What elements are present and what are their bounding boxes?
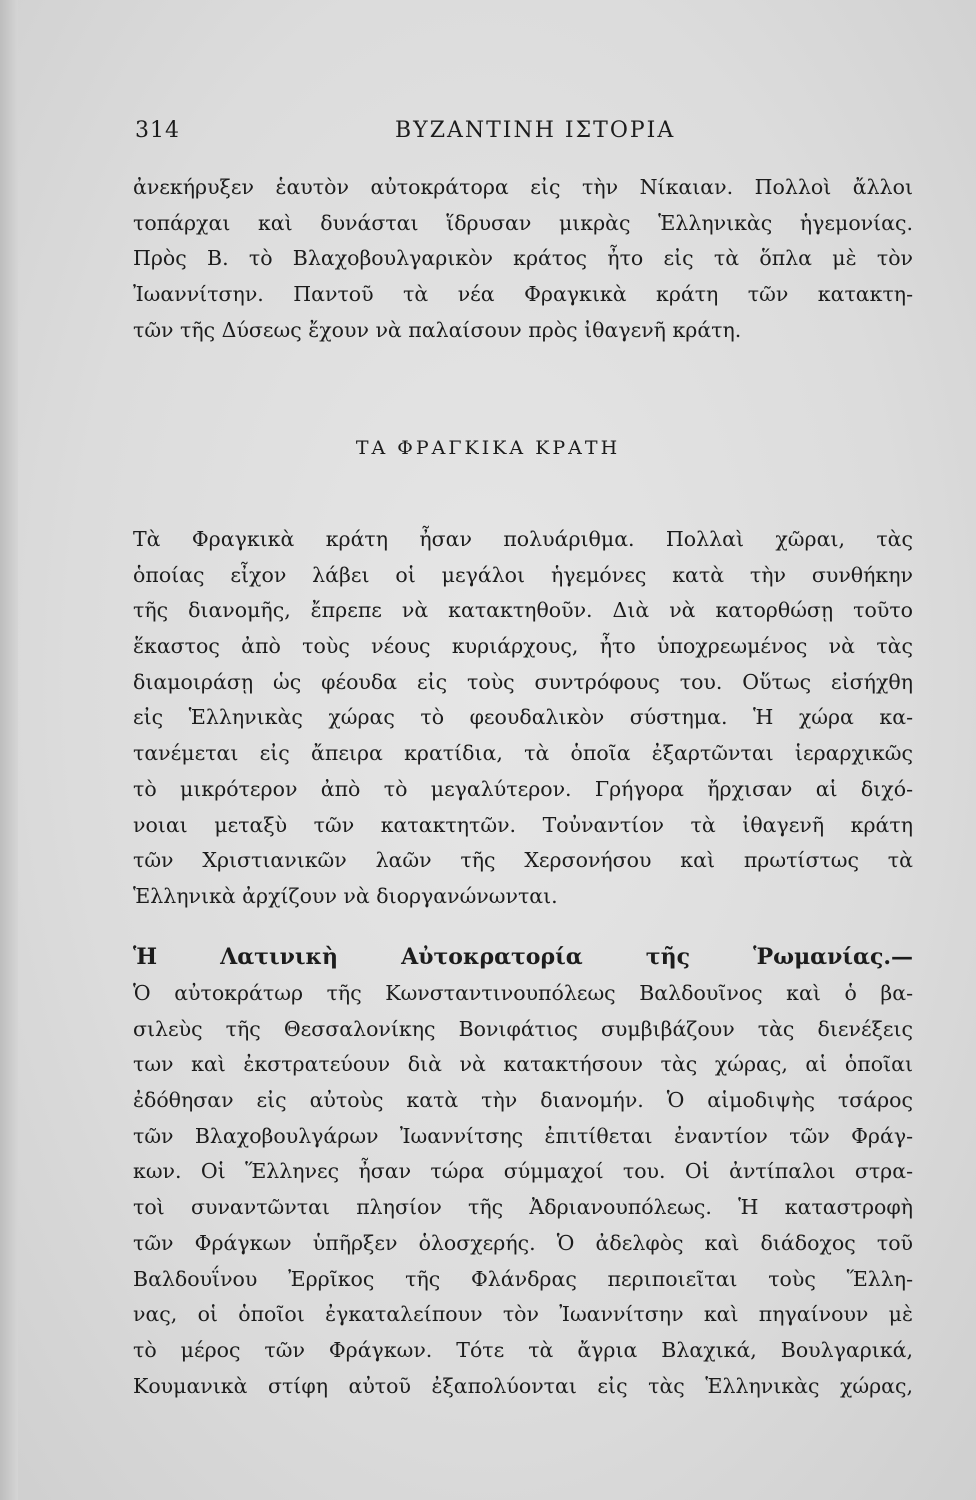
subsection-title: Ἡ Λατινικὴ Αὐτοκρατορία τῆς Ῥωμανίας.— [133,944,913,970]
subsection-block [133,940,913,976]
paragraph-1 [133,170,913,348]
text-line: Βαλδουΐνου Ἐρρῖκος τῆς Φλάνδρας περιποιεῖται τοὺς Ἕλλη- [133,1266,913,1291]
paragraph-3 [133,976,913,1404]
text-line: διαμοιράσῃ ὡς φέουδα εἰς τοὺς συντρόφους του. Οὕτως εἰσήχθη [133,669,913,694]
text-line: σιλεὺς τῆς Θεσσαλονίκης Βονιφάτιος συμβιβάζουν τὰς διενέξεις [133,1016,913,1041]
running-title: ΒΥΖΑΝΤΙΝΗ ΙΣΤΟΡΙΑ [395,118,676,143]
page-header [135,118,915,148]
text-line: Ὁ αὐτοκράτωρ τῆς Κωνσταντινουπόλεως Βαλδουῖνος καὶ ὁ βα- [133,981,913,1005]
text-line: τῶν Χριστιανικῶν λαῶν τῆς Χερσονήσου καὶ πρωτίστως τὰ [133,848,913,873]
text-line: τὸ μικρότερον ἀπὸ τὸ μεγαλύτερον. Γρήγορα ἤρχισαν αἱ διχό- [133,776,913,801]
text-line: των καὶ ἐκστρατεύουν διὰ νὰ κατακτήσουν τὰς χώρας, αἱ ὁποῖαι [133,1052,913,1077]
text-line: τῶν Φράγκων ὑπῆρξεν ὁλοσχερής. Ὁ ἀδελφὸς καὶ διάδοχος τοῦ [133,1230,913,1255]
text-line: ὁποίας εἶχον λάβει οἱ μεγάλοι ἡγεμόνες κατὰ τὴν συνθήκην [133,562,913,587]
text-line: τοπάρχαι καὶ δυνάσται ἵδρυσαν μικρὰς Ἑλληνικὰς ἡγεμονίας. [133,210,913,235]
text-line: νοιαι μεταξὺ τῶν κατακτητῶν. Τοὐναντίον τὰ ἰθαγενῆ κράτη [133,812,913,837]
text-line: ἕκαστος ἀπὸ τοὺς νέους κυριάρχους, ἦτο ὑποχρεωμένος νὰ τὰς [133,634,913,659]
text-line: τὸ μέρος τῶν Φράγκων. Τότε τὰ ἄγρια Βλαχικά, Βουλγαρικά, [133,1337,913,1362]
text-line: Πρὸς Β. τὸ Βλαχοβουλγαρικὸν κράτος ἦτο εἰς τὰ ὅπλα μὲ τὸν [133,246,913,271]
text-line: Κουμανικὰ στίφη αὐτοῦ ἐξαπολύονται εἰς τὰς Ἑλληνικὰς χώρας, [133,1373,913,1398]
paragraph-2 [133,522,913,915]
text-line: τῶν τῆς Δύσεως ἔχουν νὰ παλαίσουν πρὸς ἰθαγενῆ κράτη. [133,317,742,342]
text-line: νας, οἱ ὁποῖοι ἐγκαταλείπουν τὸν Ἰωαννίτσην καὶ πηγαίνουν μὲ [133,1302,913,1327]
text-line: Τὰ Φραγκικὰ κράτη ἦσαν πολυάριθμα. Πολλαὶ χῶραι, τὰς [133,527,913,551]
text-line: τῶν Βλαχοβουλγάρων Ἰωαννίτσης ἐπιτίθεται ἐναντίον τῶν Φράγ- [133,1123,913,1148]
text-line: Ἰωαννίτσην. Παντοῦ τὰ νέα Φραγκικὰ κράτη τῶν κατακτη- [133,282,913,307]
text-line: Ἑλληνικὰ ἀρχίζουν νὰ διοργανώνωνται. [133,883,558,908]
text-line: τοὶ συναντῶνται πλησίον τῆς Ἀδριανουπόλεως. Ἡ καταστροφὴ [133,1195,913,1220]
text-line: κων. Οἱ Ἕλληνες ἦσαν τώρα σύμμαχοί του. Οἱ ἀντίπαλοι στρα- [133,1159,913,1184]
text-line: ἐδόθησαν εἰς αὐτοὺς κατὰ τὴν διανομήν. Ὁ αἱμοδιψὴς τσάρος [133,1088,913,1113]
section-heading: ΤΑ ΦΡΑΓΚΙΚΑ ΚΡΑΤΗ [355,437,621,459]
page-number: 314 [135,118,180,143]
text-line: εἰς Ἑλληνικὰς χώρας τὸ φεουδαλικὸν σύστημα. Ἡ χώρα κα- [133,705,913,730]
text-line: ἀνεκήρυξεν ἑαυτὸν αὐτοκράτορα εἰς τὴν Νίκαιαν. Πολλοὶ ἄλλοι [133,175,913,199]
page-gutter-shadow [0,0,18,1500]
text-line: τῆς διανομῆς, ἔπρεπε νὰ κατακτηθοῦν. Διὰ νὰ κατορθώσῃ τοῦτο [133,598,913,623]
text-line: τανέμεται εἰς ἄπειρα κρατίδια, τὰ ὁποῖα ἐξαρτῶνται ἱεραρχικῶς [133,741,913,766]
